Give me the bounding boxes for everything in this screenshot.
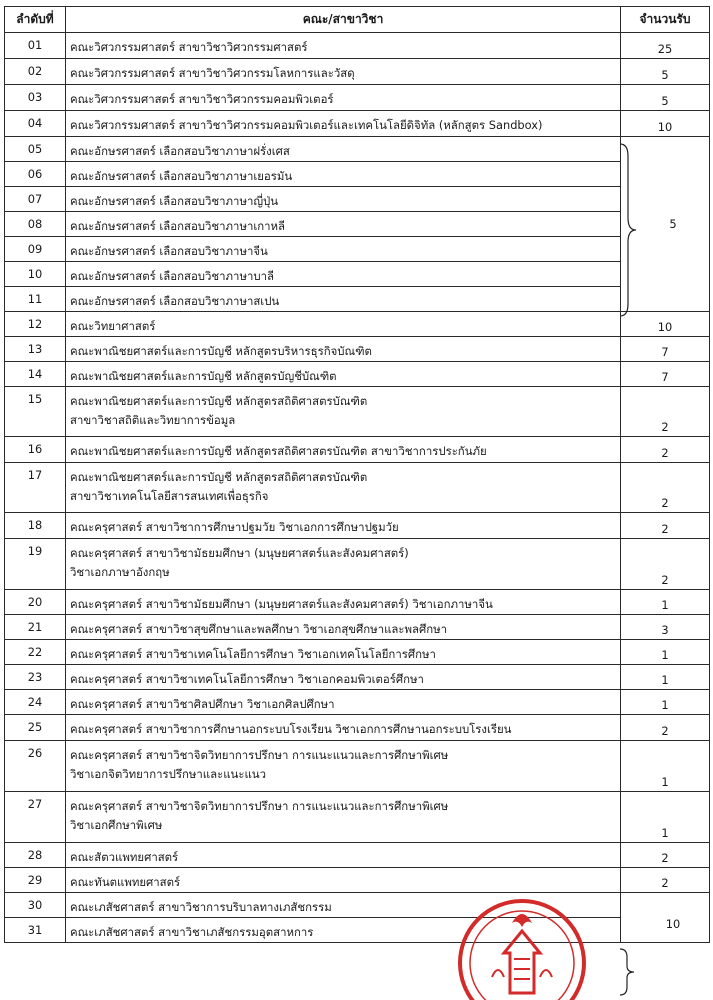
row-number: 06 [5,162,66,187]
table-row [5,918,710,943]
row-number: 31 [5,918,66,943]
faculty-program-line1: คณะครุศาสตร์ สาขาวิชาศิลปศึกษา วิชาเอกศิลปศึกษา [70,697,335,711]
faculty-program [66,212,621,237]
faculty-program-line1: คณะวิศวกรรมศาสตร์ สาขาวิชาวิศวกรรมศาสตร์ [70,40,308,54]
table-row [5,792,710,843]
faculty-program-line1: คณะสัตวแพทยศาสตร์ [70,850,179,864]
row-number: 01 [5,33,66,59]
table-row [5,137,710,162]
header-seats: จำนวนรับ [621,7,710,33]
table-row [5,665,710,690]
faculty-program [66,387,621,437]
faculty-program [66,137,621,162]
faculty-program [66,437,621,463]
faculty-program [66,868,621,893]
row-number: 23 [5,665,66,690]
faculty-program-line2: สาขาวิชาสถิติและวิทยาการข้อมูล [70,413,236,427]
faculty-program [66,463,621,513]
faculty-program-line2: วิชาเอกศึกษาพิเศษ [70,818,163,832]
seats-count: 1 [621,792,710,843]
table-row [5,111,710,137]
seats-count: 1 [621,640,710,665]
seats-count: 2 [621,868,710,893]
faculty-program-line1: คณะครุศาสตร์ สาขาวิชาเทคโนโลยีการศึกษา วิชาเอกเทคโนโลยีการศึกษา [70,647,436,661]
seats-arts-group: 5 [621,212,710,237]
seats-count: 2 [621,387,710,437]
table-row [5,162,710,187]
faculty-program [66,33,621,59]
faculty-program-line1: คณะพาณิชยศาสตร์และการบัญชี หลักสูตรสถิติศาสตรบัณฑิต สาขาวิชาการประกันภัย [70,444,487,458]
faculty-program [66,337,621,362]
faculty-program-line2: วิชาเอกภาษาอังกฤษ [70,565,170,579]
faculty-program [66,741,621,792]
seats-count: 1 [621,690,710,715]
faculty-program-line1: คณะพาณิชยศาสตร์และการบัญชี หลักสูตรสถิติศาสตรบัณฑิต [70,394,368,408]
table-row [5,463,710,513]
faculty-program [66,362,621,387]
faculty-program-line2: วิชาเอกจิตวิทยาการปรึกษาและแนะแนว [70,767,266,781]
faculty-program [66,85,621,111]
faculty-program-line1: คณะครุศาสตร์ สาขาวิชามัธยมศึกษา (มนุษยศาสตร์และสังคมศาสตร์) [70,546,409,560]
table-row [5,237,710,262]
faculty-program-line1: คณะครุศาสตร์ สาขาวิชาจิตวิทยาการปรึกษา การแนะแนวและการศึกษาพิเศษ [70,748,449,762]
faculty-program [66,187,621,212]
row-number: 16 [5,437,66,463]
row-number: 27 [5,792,66,843]
seats-count: 2 [621,437,710,463]
seats-count: 7 [621,337,710,362]
faculty-program [66,665,621,690]
faculty-program-line1: คณะทันตแพทยศาสตร์ [70,875,181,889]
table-row [5,868,710,893]
row-number: 30 [5,893,66,918]
row-number: 03 [5,85,66,111]
table-row [5,59,710,85]
faculty-program [66,843,621,868]
faculty-program [66,690,621,715]
faculty-program-line1: คณะวิศวกรรมศาสตร์ สาขาวิชาวิศวกรรมคอมพิวเตอร์และเทคโนโลยีดิจิทัล (หลักสูตร Sandbox) [70,118,543,132]
seats-count: 10 [621,312,710,337]
faculty-program-line1: คณะอักษรศาสตร์ เลือกสอบวิชาภาษาญี่ปุ่น [70,194,279,208]
faculty-program-line1: คณะครุศาสตร์ สาขาวิชาจิตวิทยาการปรึกษา การแนะแนวและการศึกษาพิเศษ [70,799,449,813]
faculty-program [66,590,621,615]
row-number: 26 [5,741,66,792]
faculty-program-line1: คณะอักษรศาสตร์ เลือกสอบวิชาภาษาบาลี [70,269,274,283]
table-row [5,85,710,111]
row-number: 28 [5,843,66,868]
faculty-program-line2: สาขาวิชาเทคโนโลยีสารสนเทศเพื่อธุรกิจ [70,489,269,503]
seats-count: 3 [621,615,710,640]
faculty-program-line1: คณะพาณิชยศาสตร์และการบัญชี หลักสูตรสถิติศาสตรบัณฑิต [70,470,368,484]
table-row [5,590,710,615]
seats-count: 2 [621,539,710,590]
seats-count: 2 [621,715,710,741]
faculty-program [66,615,621,640]
faculty-program [66,640,621,665]
faculty-program-line1: คณะครุศาสตร์ สาขาวิชาสุขศึกษาและพลศึกษา วิชาเอกสุขศึกษาและพลศึกษา [70,622,448,636]
faculty-program [66,237,621,262]
seats-count: 7 [621,362,710,387]
faculty-program-line1: คณะวิศวกรรมศาสตร์ สาขาวิชาวิศวกรรมคอมพิวเตอร์ [70,92,334,106]
table-row [5,362,710,387]
row-number: 17 [5,463,66,513]
table-row [5,690,710,715]
row-number: 18 [5,513,66,539]
table-row [5,212,710,237]
seats-count: 10 [621,111,710,137]
faculty-program-line1: คณะอักษรศาสตร์ เลือกสอบวิชาภาษาฝรั่งเศส [70,144,290,158]
table-row [5,615,710,640]
row-number: 22 [5,640,66,665]
university-seal-stamp [452,893,592,1000]
faculty-program-line1: คณะพาณิชยศาสตร์และการบัญชี หลักสูตรบัญชีบัณฑิต [70,369,337,383]
faculty-program-line1: คณะครุศาสตร์ สาขาวิชามัธยมศึกษา (มนุษยศาสตร์และสังคมศาสตร์) วิชาเอกภาษาจีน [70,597,493,611]
row-number: 05 [5,137,66,162]
row-number: 25 [5,715,66,741]
table-row [5,539,710,590]
faculty-program-line1: คณะอักษรศาสตร์ เลือกสอบวิชาภาษาสเปน [70,294,280,308]
table-row [5,337,710,362]
row-number: 29 [5,868,66,893]
row-number: 15 [5,387,66,437]
table-row [5,843,710,868]
seats-pharmacy-group: 10 [621,906,710,931]
table-row [5,513,710,539]
row-number: 04 [5,111,66,137]
faculty-program-line1: คณะอักษรศาสตร์ เลือกสอบวิชาภาษาจีน [70,244,268,258]
table-row [5,287,710,312]
faculty-program-line1: คณะเภสัชศาสตร์ สาขาวิชาการบริบาลทางเภสัชกรรม [70,900,332,914]
table-row [5,187,710,212]
row-number: 10 [5,262,66,287]
header-no: ลำดับที่ [5,7,66,33]
row-number: 07 [5,187,66,212]
seats-count: 1 [621,665,710,690]
row-number: 19 [5,539,66,590]
faculty-program [66,162,621,187]
seats-count: 2 [621,513,710,539]
table-row [5,640,710,665]
table-row [5,33,710,59]
faculty-program-line1: คณะครุศาสตร์ สาขาวิชาการศึกษาปฐมวัย วิชาเอกการศึกษาปฐมวัย [70,520,399,534]
faculty-program [66,513,621,539]
row-number: 13 [5,337,66,362]
brace-arts-group [618,142,638,318]
faculty-program [66,312,621,337]
seats-count: 2 [621,843,710,868]
seats-count: 25 [621,33,710,59]
table-row [5,387,710,437]
row-number: 14 [5,362,66,387]
table-header-row [5,7,710,33]
row-number: 24 [5,690,66,715]
faculty-program-line1: คณะพาณิชยศาสตร์และการบัญชี หลักสูตรบริหารธุรกิจบัณฑิต [70,344,372,358]
faculty-program-line1: คณะอักษรศาสตร์ เลือกสอบวิชาภาษาเยอรมัน [70,169,293,183]
faculty-program [66,715,621,741]
faculty-program [66,262,621,287]
faculty-program-line1: คณะครุศาสตร์ สาขาวิชาเทคโนโลยีการศึกษา วิชาเอกคอมพิวเตอร์ศึกษา [70,672,424,686]
row-number: 21 [5,615,66,640]
faculty-program-line1: คณะครุศาสตร์ สาขาวิชาการศึกษานอกระบบโรงเรียน วิชาเอกการศึกษานอกระบบโรงเรียน [70,722,512,736]
faculty-program-line1: คณะอักษรศาสตร์ เลือกสอบวิชาภาษาเกาหลี [70,219,286,233]
table-row [5,437,710,463]
seats-count: 1 [621,590,710,615]
faculty-program [66,59,621,85]
row-number: 12 [5,312,66,337]
row-number: 20 [5,590,66,615]
faculty-program [66,111,621,137]
row-number: 11 [5,287,66,312]
faculty-program-line1: คณะวิศวกรรมศาสตร์ สาขาวิชาวิศวกรรมโลหการและวัสดุ [70,66,355,80]
seats-count: 1 [621,741,710,792]
faculty-program-line1: คณะเภสัชศาสตร์ สาขาวิชาเภสัชกรรมอุตสาหการ [70,925,314,939]
row-number: 09 [5,237,66,262]
row-number: 08 [5,212,66,237]
table-row [5,741,710,792]
faculty-program-line1: คณะวิทยาศาสตร์ [70,319,156,333]
table-row [5,715,710,741]
brace-pharmacy-group [618,947,638,997]
table-row [5,312,710,337]
admission-quota-table [4,6,710,943]
faculty-program [66,539,621,590]
seats-count: 2 [621,463,710,513]
row-number: 02 [5,59,66,85]
table-row [5,262,710,287]
faculty-program [66,792,621,843]
table-row [5,893,710,918]
seats-count: 5 [621,85,710,111]
header-faculty: คณะ/สาขาวิชา [66,7,621,33]
seats-count: 5 [621,59,710,85]
faculty-program [66,287,621,312]
